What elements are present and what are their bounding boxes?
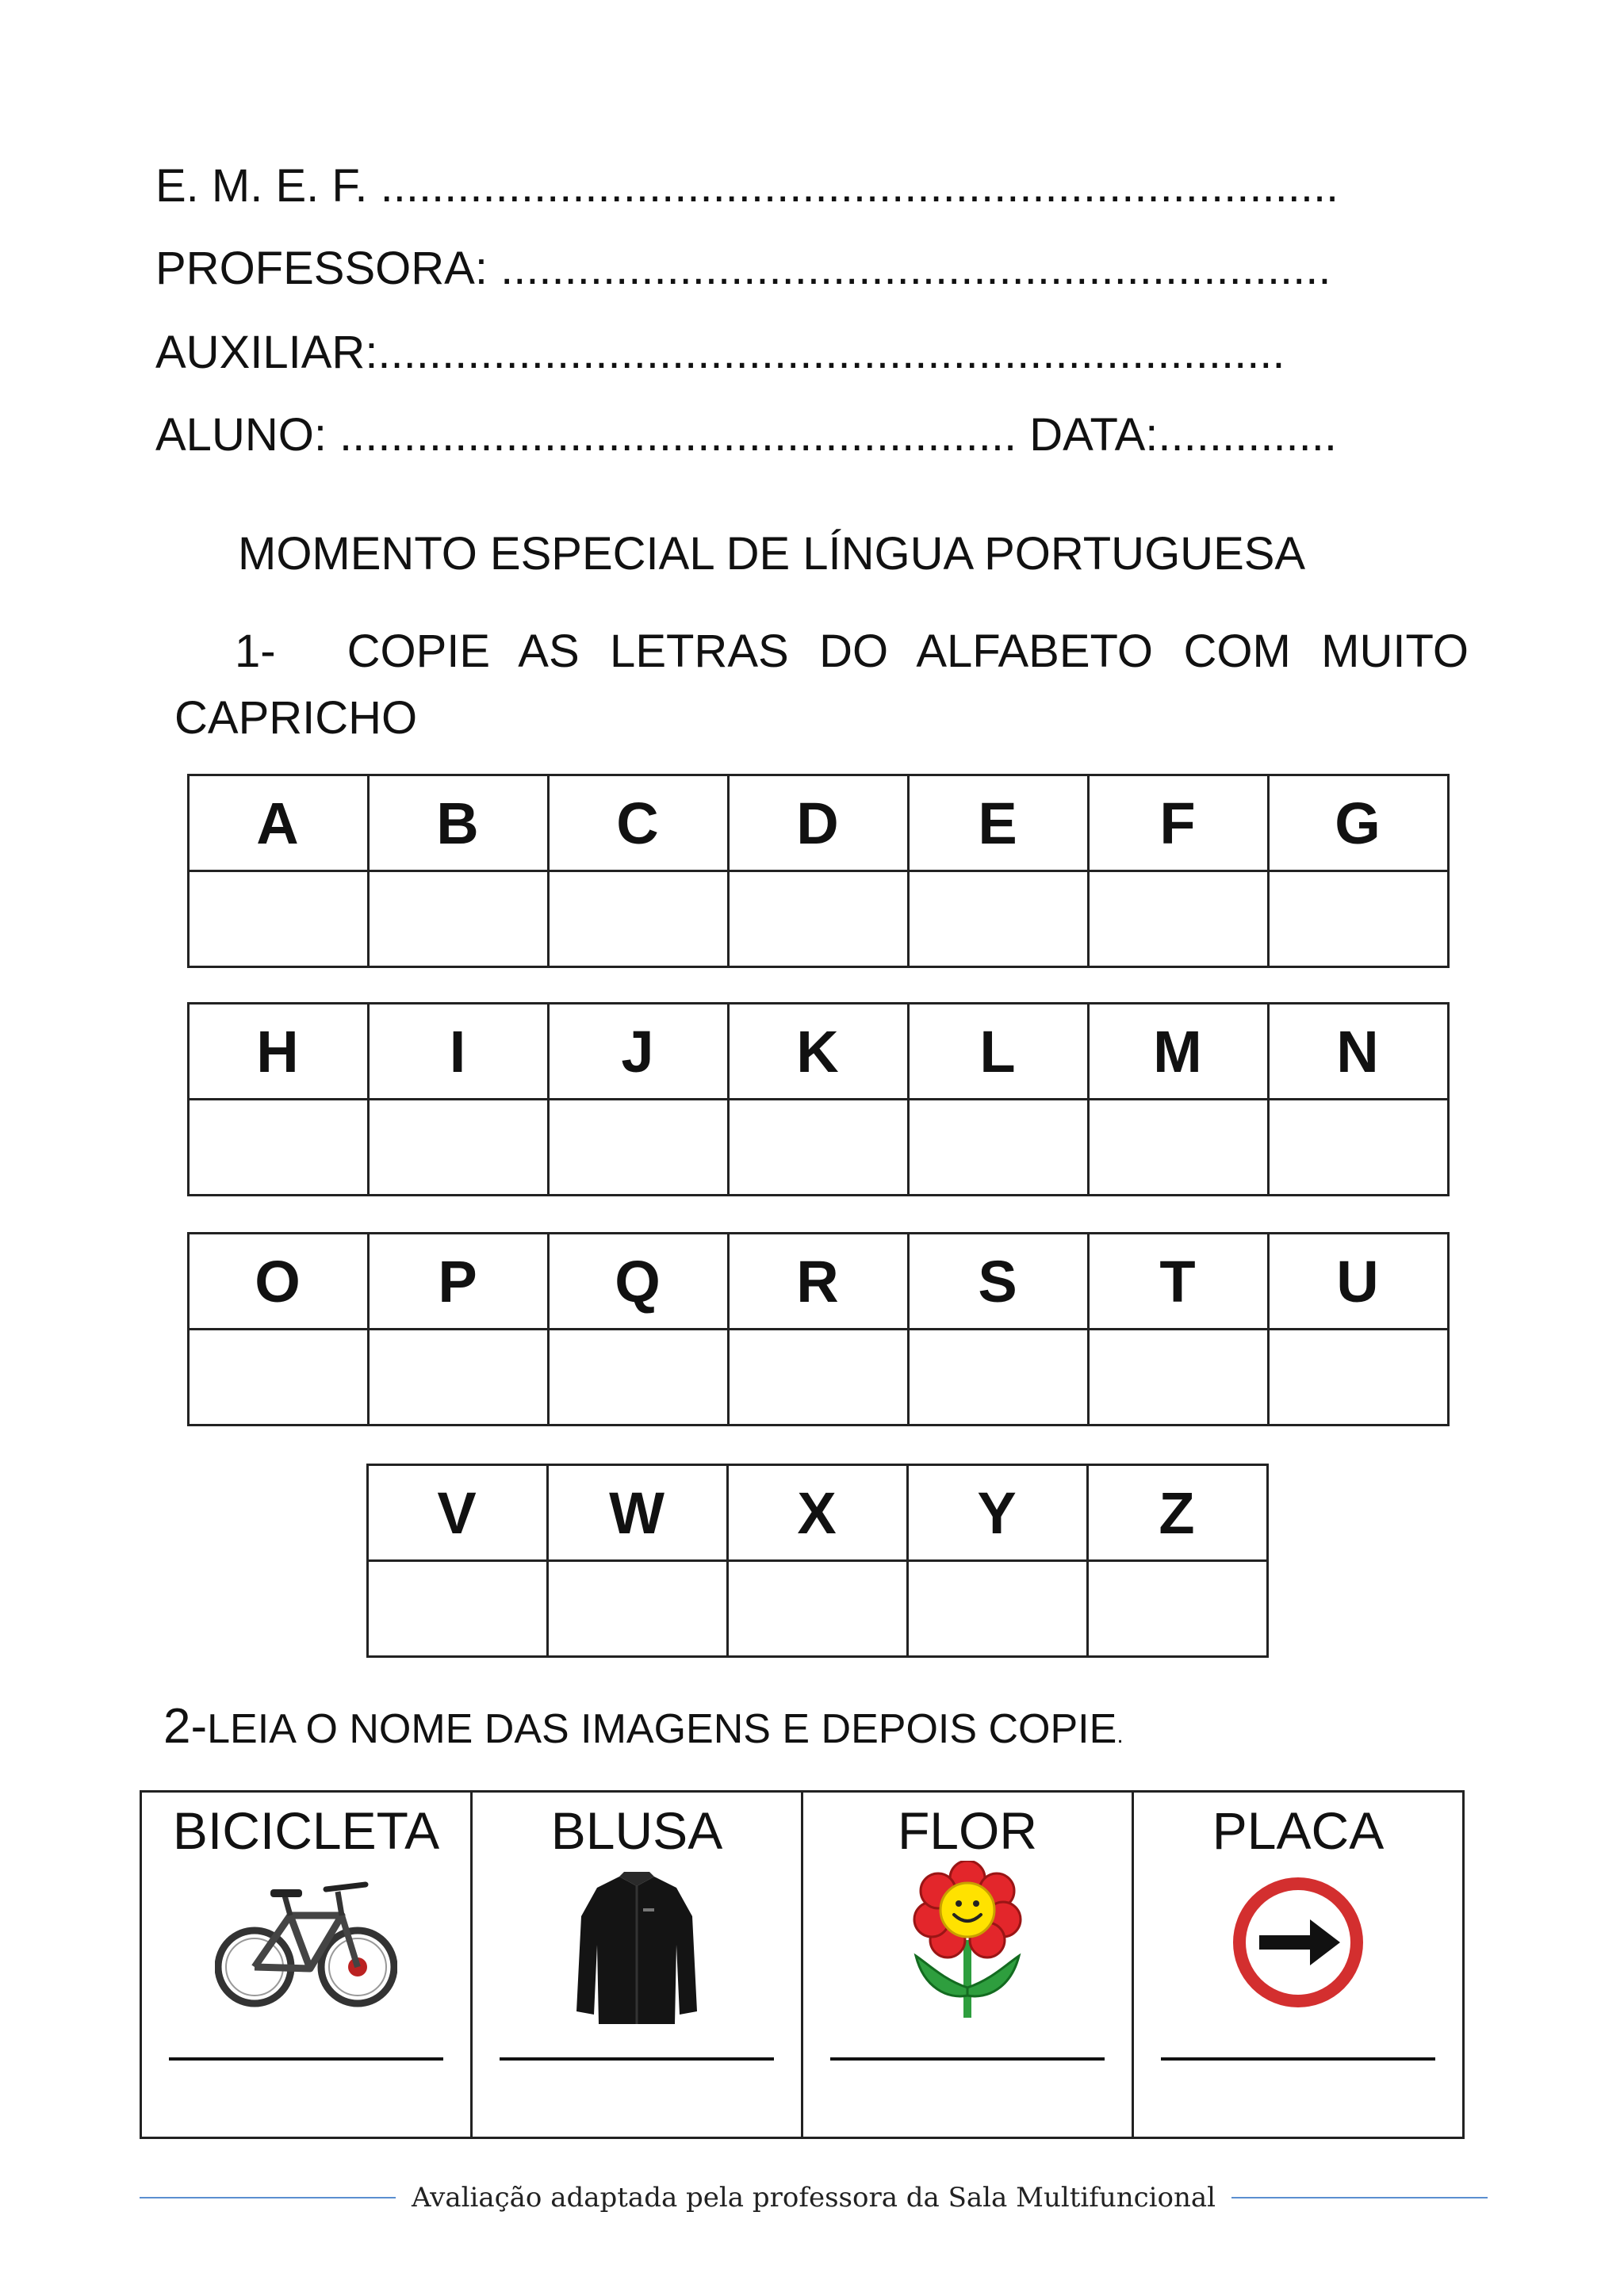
letter-cell: B [369,775,549,871]
alphabet-grid-1 [187,774,1450,968]
letter-cell: N [1269,1004,1449,1100]
question-1 [174,618,1469,752]
school-field: E. M. E. F. ........................................................................... [155,160,1339,212]
question-1-number: 1- [235,626,276,677]
word-cell-flor [802,1792,1133,2138]
letter-cell: U [1269,1234,1449,1330]
letter-cell: X [728,1465,908,1561]
question-2-number: 2- [163,1699,208,1754]
copy-cell[interactable] [909,1330,1089,1425]
letter-cell: A [189,775,369,871]
page-title: MOMENTO ESPECIAL DE LÍNGUA PORTUGUESA [238,528,1306,580]
jacket-icon [573,1869,700,2031]
assistant-field: AUXILIAR:....................................................................... [155,327,1285,378]
letter-cell: G [1269,775,1449,871]
copy-cell[interactable] [728,1561,908,1657]
word-label: BLUSA [550,1801,723,1860]
write-line[interactable] [500,2057,774,2061]
letter-cell: R [729,1234,909,1330]
letter-cell: F [1089,775,1269,871]
letter-cell: Z [1088,1465,1268,1561]
letter-cell: J [549,1004,729,1100]
copy-cell[interactable] [1089,1330,1269,1425]
word-cell-placa [1133,1792,1464,2138]
copy-cell[interactable] [1269,1330,1449,1425]
copy-cell[interactable] [549,871,729,967]
word-cell-bicicleta [141,1792,472,2138]
write-line[interactable] [169,2057,443,2061]
question-1-text-cont: CAPRICHO [174,692,418,744]
letter-cell: E [909,775,1089,871]
copy-cell[interactable] [549,1100,729,1196]
letter-cell: H [189,1004,369,1100]
letter-cell: C [549,775,729,871]
flower-icon [908,1861,1027,2023]
copy-cell[interactable] [1269,1100,1449,1196]
copy-cell[interactable] [189,871,369,967]
footer-rule-left [140,2197,396,2198]
copy-cell[interactable] [189,1100,369,1196]
letter-cell: S [909,1234,1089,1330]
copy-cell[interactable] [369,1330,549,1425]
copy-cell[interactable] [729,1100,909,1196]
question-2-text: LEIA O NOME DAS IMAGENS E DEPOIS COPIE [207,1706,1117,1752]
copy-cell[interactable] [909,1100,1089,1196]
alphabet-grid-2 [187,1002,1450,1196]
teacher-field: PROFESSORA: ................................................................. [155,243,1331,294]
question-2 [163,1698,1124,1755]
copy-cell[interactable] [1269,871,1449,967]
word-label: FLOR [897,1801,1038,1860]
question-2-period: . [1116,1722,1124,1748]
copy-cell[interactable] [548,1561,728,1657]
letter-cell: V [368,1465,548,1561]
copy-cell[interactable] [369,871,549,967]
letter-cell: I [369,1004,549,1100]
word-table [140,1790,1465,2139]
letter-cell: M [1089,1004,1269,1100]
copy-cell[interactable] [369,1100,549,1196]
question-1-text: COPIE AS LETRAS DO ALFABETO COM MUITO [347,626,1469,677]
letter-cell: D [729,775,909,871]
letter-cell: Q [549,1234,729,1330]
footer [140,2182,1488,2214]
student-date-field: ALUNO: ..................................................... DATA:.............. [155,409,1338,461]
word-cell-blusa [472,1792,802,2138]
write-line[interactable] [1161,2057,1435,2061]
word-label: BICICLETA [172,1801,440,1860]
copy-cell[interactable] [189,1330,369,1425]
footer-text: Avaliação adaptada pela professora da Sala Multifuncional [411,2182,1216,2214]
copy-cell[interactable] [549,1330,729,1425]
letter-cell: P [369,1234,549,1330]
letter-cell: Y [908,1465,1088,1561]
copy-cell[interactable] [1089,1100,1269,1196]
copy-cell[interactable] [1089,871,1269,967]
bicycle-icon [215,1872,397,2019]
copy-cell[interactable] [1088,1561,1268,1657]
traffic-sign-icon [1231,1875,1365,2014]
copy-cell[interactable] [908,1561,1088,1657]
footer-rule-right [1231,2197,1488,2198]
word-label: PLACA [1212,1801,1385,1860]
alphabet-grid-4 [366,1464,1269,1658]
letter-cell: K [729,1004,909,1100]
copy-cell[interactable] [368,1561,548,1657]
letter-cell: L [909,1004,1089,1100]
letter-cell: W [548,1465,728,1561]
copy-cell[interactable] [729,871,909,967]
write-line[interactable] [830,2057,1105,2061]
letter-cell: T [1089,1234,1269,1330]
letter-cell: O [189,1234,369,1330]
copy-cell[interactable] [909,871,1089,967]
alphabet-grid-3 [187,1232,1450,1426]
copy-cell[interactable] [729,1330,909,1425]
